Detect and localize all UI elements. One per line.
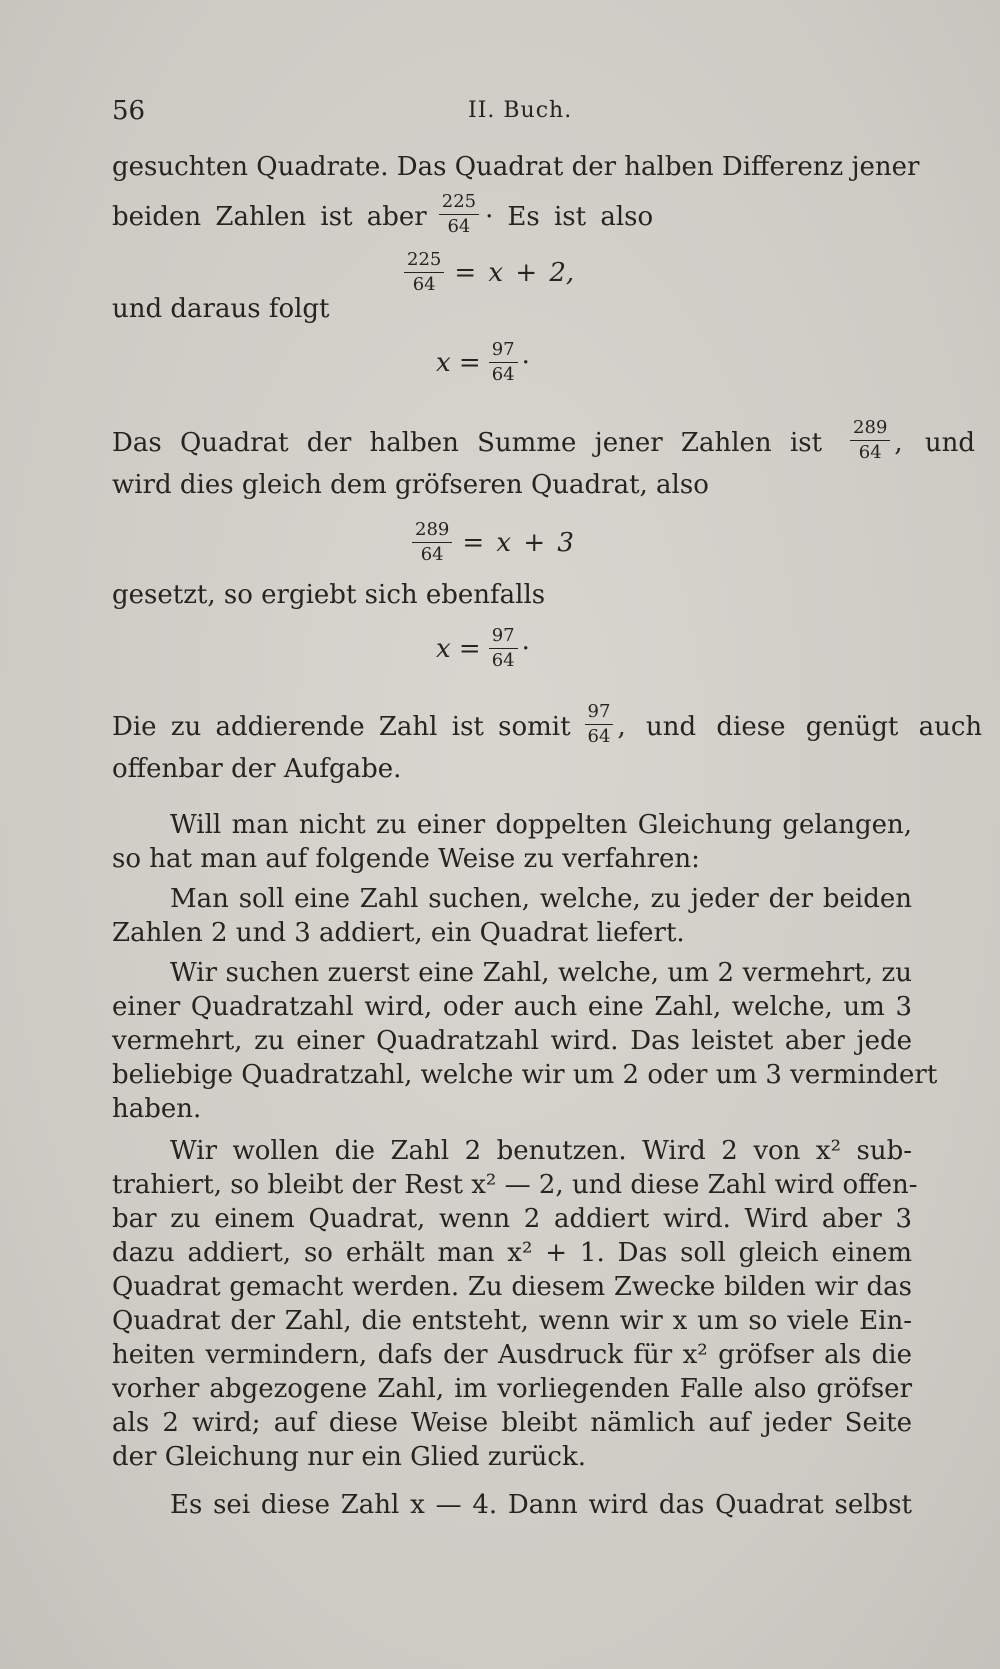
fraction-numerator: 97 xyxy=(489,626,518,649)
fraction-numerator: 225 xyxy=(439,192,479,215)
equation-1 xyxy=(400,250,574,295)
equation-3 xyxy=(408,520,574,565)
fraction-97-64 xyxy=(489,626,518,671)
running-title: II. Buch. xyxy=(468,98,573,123)
text-line: wird dies gleich dem gröfseren Quadrat, also xyxy=(112,470,709,500)
equation-4: x = $\frac{97}{64}$ · xyxy=(436,625,530,671)
text-line: Quadrat der Zahl, die entsteht, wenn wir x um so viele Ein- xyxy=(112,1306,912,1336)
equation-2: x = $\frac{97}{64}$ · xyxy=(436,339,530,385)
equation-lhs: x = xyxy=(436,347,481,378)
fraction-denominator: 64 xyxy=(491,364,515,385)
fraction-denominator: 64 xyxy=(587,726,611,747)
text-line: und daraus folgt xyxy=(112,294,330,324)
text-line: gesetzt, so ergiebt sich ebenfalls xyxy=(112,580,546,610)
text-fragment: , und diese genügt auch xyxy=(617,711,983,742)
text-line: trahiert, so bleibt der Rest x² — 2, und diese Zahl wird offen- xyxy=(112,1170,918,1200)
text-line: Will man nicht zu einer doppelten Gleichung gelangen, xyxy=(170,810,912,840)
text-line: Zahlen 2 und 3 addiert, ein Quadrat liefert. xyxy=(112,918,685,948)
text-fragment: Die zu addierende Zahl ist somit xyxy=(112,711,571,742)
text-line: so hat man auf folgende Weise zu verfahren: xyxy=(112,844,700,874)
text-line: dazu addiert, so erhält man x² + 1. Das soll gleich einem xyxy=(112,1238,912,1268)
text-line: gesuchten Quadrate. Das Quadrat der halben Differenz jener xyxy=(112,152,920,182)
fraction-denominator: 64 xyxy=(412,274,436,295)
text-fragment: , und xyxy=(894,427,976,458)
text-line: als 2 wird; auf diese Weise bleibt nämlich auf jeder Seite xyxy=(112,1408,912,1438)
text-line: offenbar der Aufgabe. xyxy=(112,754,402,784)
text-fragment: beiden Zahlen ist aber xyxy=(112,201,427,232)
text-line: einer Quadratzahl wird, oder auch eine Zahl, welche, um 3 xyxy=(112,992,912,1022)
fraction-denominator: 64 xyxy=(420,544,444,565)
fraction-225-64 xyxy=(404,250,444,295)
text-line: beliebige Quadratzahl, welche wir um 2 oder um 3 vermindert xyxy=(112,1060,938,1090)
text-line-with-fraction: beiden Zahlen ist aber $\frac{225}{64}$ · Es ist also xyxy=(112,191,654,237)
fraction-numerator: 289 xyxy=(850,418,890,441)
fraction-denominator: 64 xyxy=(491,650,515,671)
equation-rhs: = x + 2, xyxy=(454,257,575,288)
text-fragment: Das Quadrat der halben Summe jener Zahlen ist xyxy=(112,427,823,458)
text-line: Wir wollen die Zahl 2 benutzen. Wird 2 von x² sub- xyxy=(170,1136,912,1166)
text-line: Quadrat gemacht werden. Zu diesem Zwecke bilden wir das xyxy=(112,1272,912,1302)
fraction-97-64 xyxy=(489,340,518,385)
text-line: heiten vermindern, dafs der Ausdruck für x² gröfser als die xyxy=(112,1340,912,1370)
equation-lhs: x = xyxy=(436,633,481,664)
text-line: Wir suchen zuerst eine Zahl, welche, um 2 vermehrt, zu xyxy=(170,958,912,988)
text-line: Man soll eine Zahl suchen, welche, zu jeder der beiden xyxy=(170,884,912,914)
text-line: vermehrt, zu einer Quadratzahl wird. Das leistet aber jede xyxy=(112,1026,912,1056)
fraction-97-64 xyxy=(585,702,614,747)
fraction-denominator: 64 xyxy=(447,216,471,237)
text-line: bar zu einem Quadrat, wenn 2 addiert wird. Wird aber 3 xyxy=(112,1204,912,1234)
text-line: der Gleichung nur ein Glied zurück. xyxy=(112,1442,587,1472)
fraction-289-64 xyxy=(412,520,452,565)
page-number: 56 xyxy=(112,96,146,126)
fraction-numerator: 289 xyxy=(412,520,452,543)
text-line-with-fraction xyxy=(112,701,983,749)
text-line: vorher abgezogene Zahl, im vorliegenden Falle also gröfser xyxy=(112,1374,912,1404)
fraction-225-64 xyxy=(439,192,479,237)
fraction-numerator: 97 xyxy=(585,702,614,725)
fraction-denominator: 64 xyxy=(858,442,882,463)
fraction-numerator: 225 xyxy=(404,250,444,273)
text-fragment: Es ist also xyxy=(507,201,654,232)
text-line: Es sei diese Zahl x — 4. Dann wird das Quadrat selbst xyxy=(170,1490,912,1520)
equation-rhs: = x + 3 xyxy=(462,527,574,558)
text-line-with-fraction xyxy=(112,417,976,465)
text-line: haben. xyxy=(112,1094,202,1124)
fraction-numerator: 97 xyxy=(489,340,518,363)
fraction-289-64 xyxy=(850,418,890,463)
